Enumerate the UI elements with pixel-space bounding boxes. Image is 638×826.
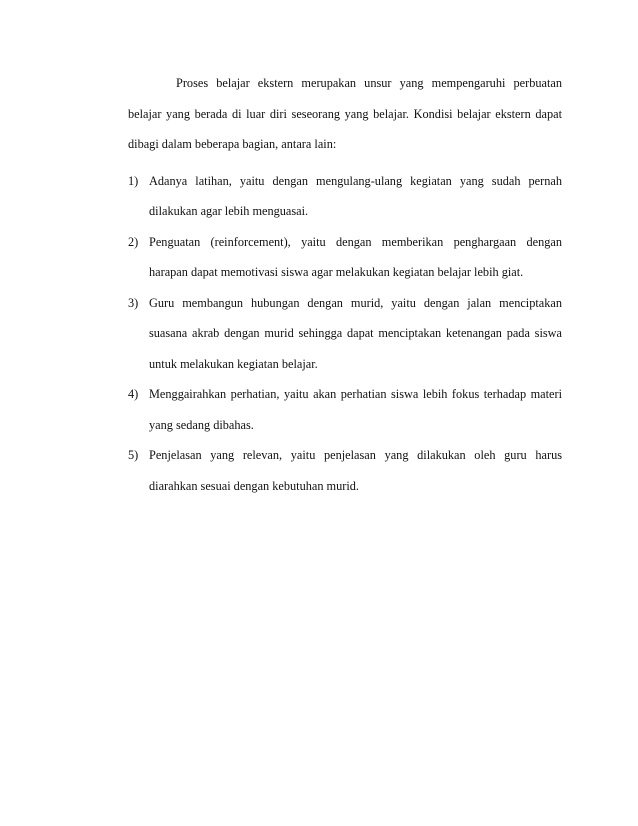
list-item-number: 4) [128,387,139,401]
list-item [128,440,562,501]
list-item-line: yang sedang dibahas. [149,417,254,432]
numbered-list [128,166,562,502]
list-item [128,288,562,380]
list-item-line: Guru membangun hubungan dengan murid, yaitu dengan jalan menciptakan [149,295,562,310]
document-body [128,68,562,501]
list-item-number: 2) [128,234,139,249]
list-item-line: suasana akrab dengan murid sehingga dapat menciptakan ketenangan pada siswa [149,326,562,340]
list-item-number: 3) [128,295,139,310]
list-item-line: Menggairahkan perhatian, yaitu akan perhatian siswa lebih fokus terhadap materi [149,387,562,401]
list-item-line: Penguatan (reinforcement), yaitu dengan memberikan penghargaan dengan [149,234,562,249]
list-item-line: harapan dapat memotivasi siswa agar melakukan kegiatan belajar lebih giat. [149,265,524,279]
list-item [128,227,562,288]
list-item-line: Penjelasan yang relevan, yaitu penjelasan yang dilakukan oleh guru harus [149,448,562,462]
list-item [128,379,562,440]
paragraph-line: dibagi dalam beberapa bagian, antara lain: [128,137,337,151]
list-item-line: diarahkan sesuai dengan kebutuhan murid. [149,478,360,493]
list-item-number: 1) [128,173,139,188]
list-item-line: Adanya latihan, yaitu dengan mengulang-ulang kegiatan yang sudah pernah [149,173,562,188]
paragraph-line: belajar yang berada di luar diri seseorang yang belajar. Kondisi belajar ekstern dapat [128,106,562,121]
list-item-line: untuk melakukan kegiatan belajar. [149,356,318,371]
paragraph-line: Proses belajar ekstern merupakan unsur yang mempengaruhi perbuatan [176,76,562,90]
list-item-number: 5) [128,448,139,462]
list-item-line: dilakukan agar lebih menguasai. [149,204,309,218]
intro-paragraph [128,68,562,160]
list-item [128,166,562,227]
